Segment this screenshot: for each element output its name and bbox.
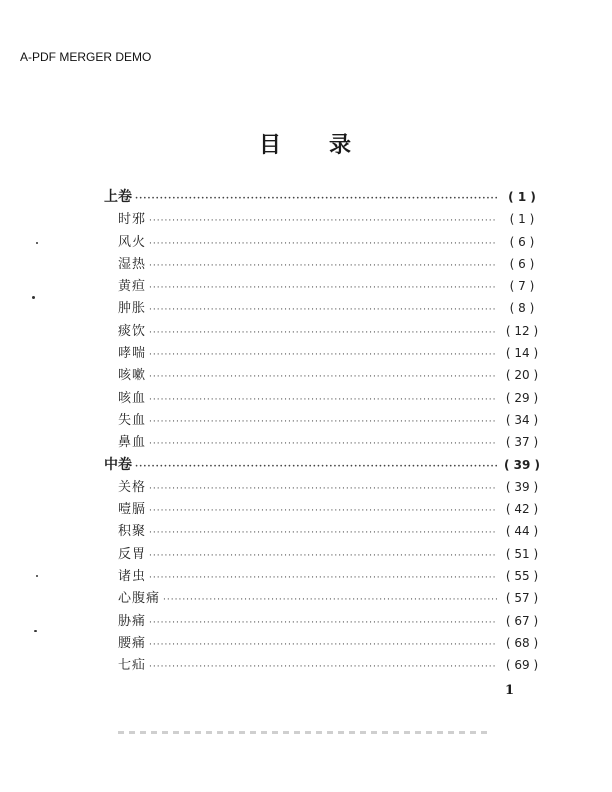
dot-leader <box>149 395 497 405</box>
toc-entry <box>104 409 544 431</box>
toc-entry-page: ( 6 ) <box>509 256 535 271</box>
dot-leader <box>135 462 497 472</box>
toc-entry-page: ( 39 ) <box>505 479 539 494</box>
page-title <box>0 128 612 159</box>
toc-entry-label: 痰饮 <box>118 323 147 339</box>
toc-entry-label: 失血 <box>118 412 147 428</box>
toc-entry-label: 风火 <box>118 234 147 250</box>
toc-entry-label: 胁痛 <box>118 613 147 629</box>
dot-leader <box>149 305 497 315</box>
toc-entry-page: ( 55 ) <box>505 569 539 584</box>
toc-entry-page: ( 34 ) <box>505 412 539 427</box>
dot-leader <box>149 662 497 672</box>
toc-entry-label: 关格 <box>118 479 147 495</box>
toc-entry-page: ( 12 ) <box>505 323 539 338</box>
toc-entry <box>104 498 544 520</box>
page-number: 1 <box>505 683 515 698</box>
toc-entry-page: ( 29 ) <box>505 390 539 405</box>
title-char-left: 目 <box>258 132 283 158</box>
toc-entry-label: 时邪 <box>118 212 147 228</box>
toc-entry-label: 中卷 <box>104 456 132 473</box>
toc-entry-page: ( 42 ) <box>505 502 539 517</box>
dot-leader <box>149 283 497 293</box>
dot-leader <box>149 372 497 382</box>
toc-entry-page: ( 37 ) <box>505 435 539 450</box>
dot-leader <box>149 216 497 226</box>
dot-leader <box>149 484 497 494</box>
toc-entry <box>104 587 544 609</box>
toc-entry-label: 上卷 <box>104 189 132 205</box>
toc-entry-label: 心腹痛 <box>118 591 161 607</box>
toc-entry <box>104 297 544 319</box>
dot-leader <box>135 194 497 204</box>
toc-entry-page: ( 51 ) <box>505 546 539 561</box>
scan-speck <box>34 630 37 632</box>
toc-entry-page: ( 8 ) <box>509 301 535 316</box>
toc-entry <box>104 364 544 386</box>
scan-artifact-line <box>118 731 490 734</box>
toc-entry <box>104 186 544 208</box>
dot-leader <box>149 506 497 516</box>
toc-entry-label: 噎膈 <box>118 502 147 518</box>
toc-entry <box>104 565 544 587</box>
dot-leader <box>149 350 497 360</box>
table-of-contents <box>104 186 544 677</box>
toc-entry-label: 咳血 <box>118 390 147 406</box>
toc-entry <box>104 610 544 632</box>
toc-entry <box>104 320 544 342</box>
toc-entry <box>104 632 544 654</box>
scan-speck <box>32 296 35 299</box>
toc-entry-page: ( 39 ) <box>503 457 541 472</box>
scan-speck <box>36 242 38 244</box>
dot-leader <box>149 439 497 449</box>
toc-entry <box>104 520 544 542</box>
dot-leader <box>149 328 497 338</box>
toc-entry-page: ( 1 ) <box>509 212 535 227</box>
toc-entry <box>104 275 544 297</box>
dot-leader <box>149 640 497 650</box>
toc-entry-label: 鼻血 <box>118 435 147 451</box>
toc-entry-label: 积聚 <box>118 524 147 540</box>
dot-leader <box>149 261 497 271</box>
toc-entry-page: ( 20 ) <box>505 368 539 383</box>
toc-entry-page: ( 67 ) <box>505 613 539 628</box>
toc-entry-label: 腰痛 <box>118 635 147 651</box>
dot-leader <box>149 551 497 561</box>
toc-entry-label: 哮喘 <box>118 346 147 362</box>
toc-entry <box>104 454 544 476</box>
toc-entry-label: 黄疸 <box>118 279 147 295</box>
toc-entry-page: ( 6 ) <box>509 234 535 249</box>
toc-entry-label: 诸虫 <box>118 569 147 585</box>
toc-entry-page: ( 69 ) <box>505 658 539 673</box>
toc-entry-page: ( 1 ) <box>508 190 536 204</box>
dot-leader <box>149 618 497 628</box>
toc-entry <box>104 431 544 453</box>
toc-entry-page: ( 44 ) <box>505 524 539 539</box>
toc-entry <box>104 476 544 498</box>
toc-entry <box>104 654 544 676</box>
toc-entry-page: ( 68 ) <box>505 635 539 650</box>
dot-leader <box>149 573 497 583</box>
watermark-text: A-PDF MERGER DEMO <box>20 50 152 64</box>
toc-entry-label: 咳嗽 <box>118 368 147 384</box>
toc-entry-page: ( 14 ) <box>505 346 539 361</box>
dot-leader <box>149 239 497 249</box>
toc-entry-label: 肿胀 <box>118 301 147 317</box>
toc-entry <box>104 208 544 230</box>
toc-entry <box>104 253 544 275</box>
toc-entry-page: ( 7 ) <box>509 279 535 294</box>
toc-entry <box>104 342 544 364</box>
toc-entry-label: 湿热 <box>118 256 147 272</box>
toc-entry <box>104 387 544 409</box>
toc-entry-page: ( 57 ) <box>505 591 539 606</box>
dot-leader <box>163 595 497 605</box>
title-char-right: 录 <box>329 132 354 158</box>
dot-leader <box>149 417 497 427</box>
toc-entry-label: 七疝 <box>118 658 147 674</box>
toc-entry <box>104 543 544 565</box>
dot-leader <box>149 528 497 538</box>
toc-entry <box>104 231 544 253</box>
toc-entry-label: 反胃 <box>118 546 147 562</box>
scan-speck <box>36 575 38 577</box>
